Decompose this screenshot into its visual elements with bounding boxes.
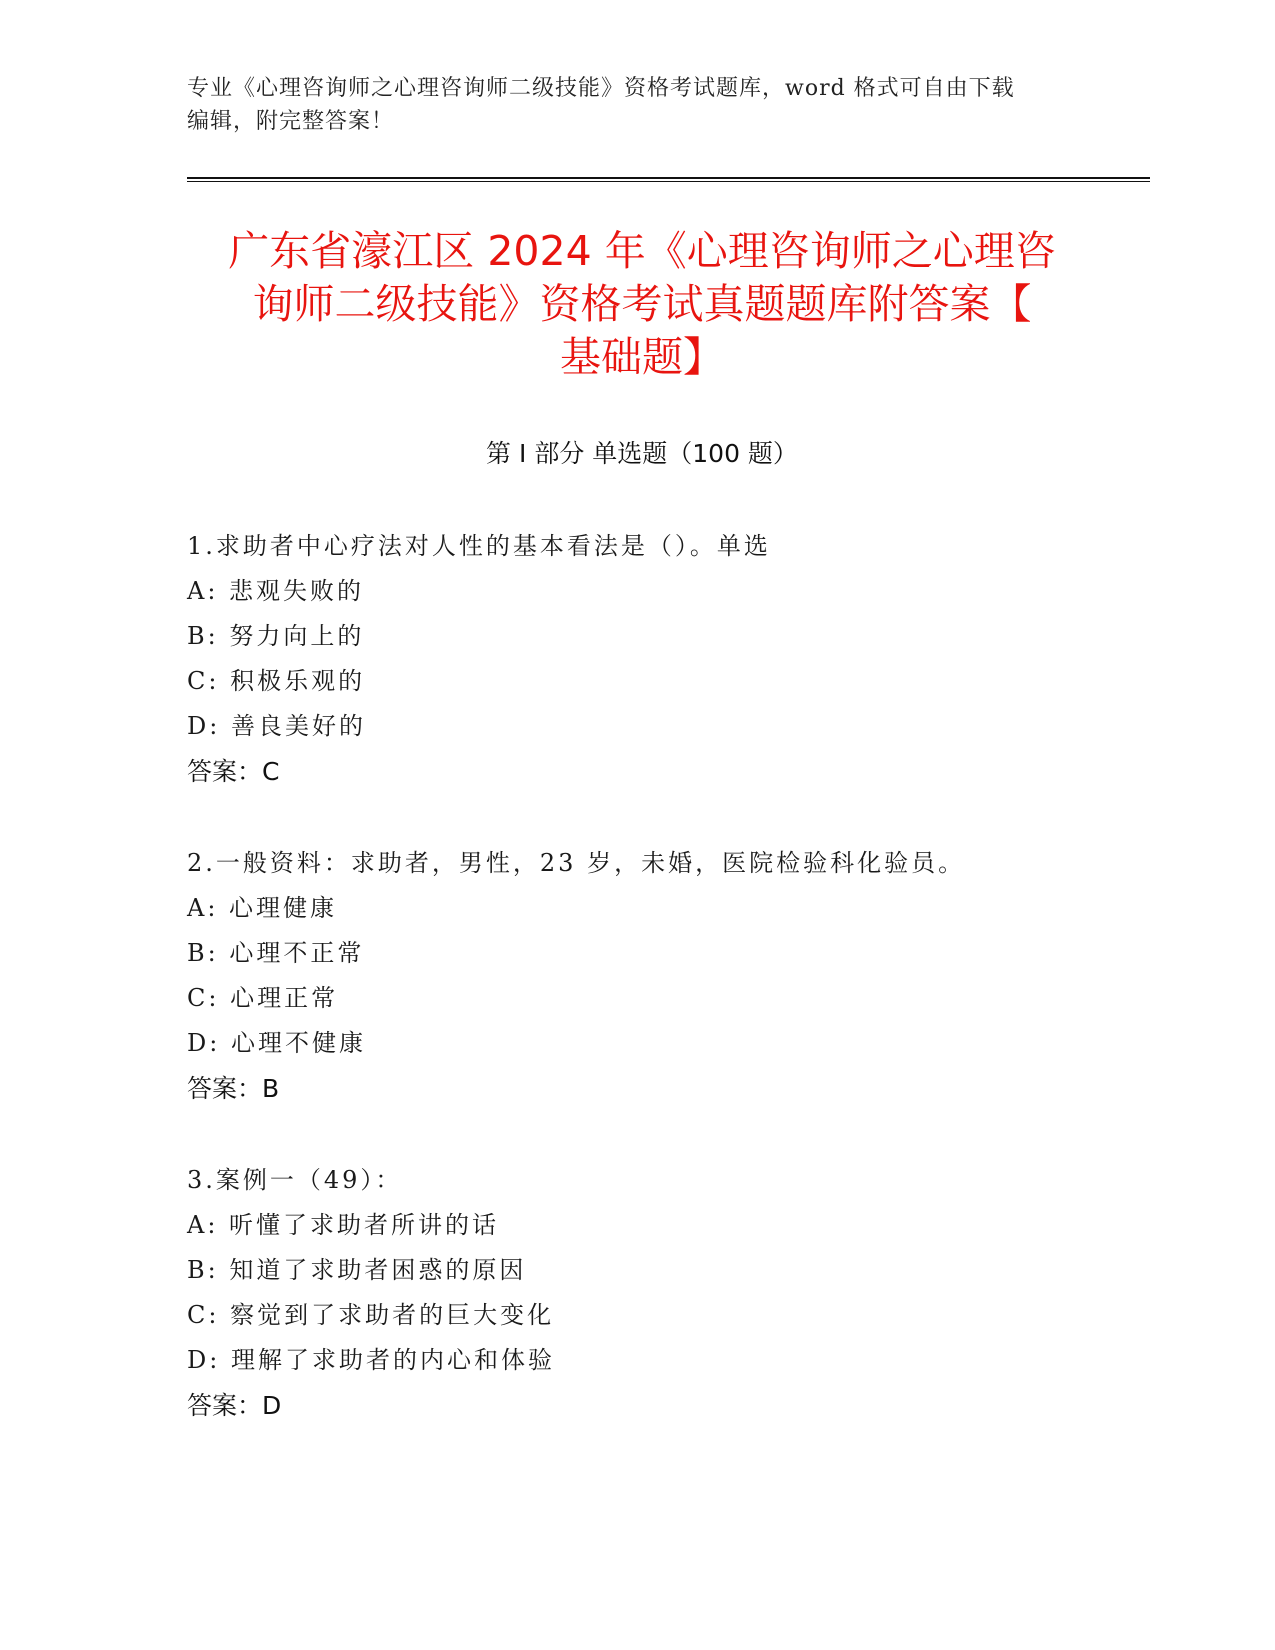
option-c: C: 心理正常	[187, 984, 339, 1012]
answer-line: 答案：D	[187, 1391, 282, 1420]
header-note-line-2: 编辑，附完整答案！	[187, 109, 395, 134]
question-stem: 1.求助者中心疗法对人性的基本看法是（）。单选	[187, 532, 771, 560]
header-divider-thin	[187, 181, 1150, 182]
option-b: B: 努力向上的	[187, 622, 365, 650]
option-c: C: 积极乐观的	[187, 667, 366, 695]
header-note	[187, 72, 1087, 138]
header-divider-thick	[187, 177, 1150, 179]
document-title-line-3: 基础题】	[560, 333, 724, 381]
answer-line: 答案：B	[187, 1074, 280, 1103]
question-stem: 3.案例一（49）：	[187, 1166, 403, 1194]
question-item	[187, 841, 1087, 1111]
option-b: B: 心理不正常	[187, 939, 365, 967]
option-d: D: 理解了求助者的内心和体验	[187, 1346, 555, 1374]
question-item	[187, 524, 1087, 794]
option-c: C: 察觉到了求助者的巨大变化	[187, 1301, 555, 1329]
option-d: D: 心理不健康	[187, 1029, 366, 1057]
answer-line: 答案：C	[187, 757, 280, 786]
option-a: A: 心理健康	[187, 894, 338, 922]
section-heading: 第 I 部分 单选题（100 题）	[486, 439, 798, 468]
document-title	[187, 225, 1097, 384]
option-a: A: 悲观失败的	[187, 577, 365, 605]
option-d: D: 善良美好的	[187, 712, 366, 740]
question-item	[187, 1158, 1087, 1428]
option-a: A: 听懂了求助者所讲的话	[187, 1211, 500, 1239]
question-stem: 2.一般资料：求助者，男性，23 岁，未婚，医院检验科化验员。	[187, 849, 966, 877]
document-title-line-2: 询师二级技能》资格考试真题题库附答案【	[252, 280, 1032, 328]
header-note-line-1: 专业《心理咨询师之心理咨询师二级技能》资格考试题库，word 格式可自由下载	[187, 76, 1015, 101]
option-b: B: 知道了求助者困惑的原因	[187, 1256, 527, 1284]
document-title-line-1: 广东省濠江区 2024 年《心理咨询师之心理咨	[228, 227, 1056, 275]
